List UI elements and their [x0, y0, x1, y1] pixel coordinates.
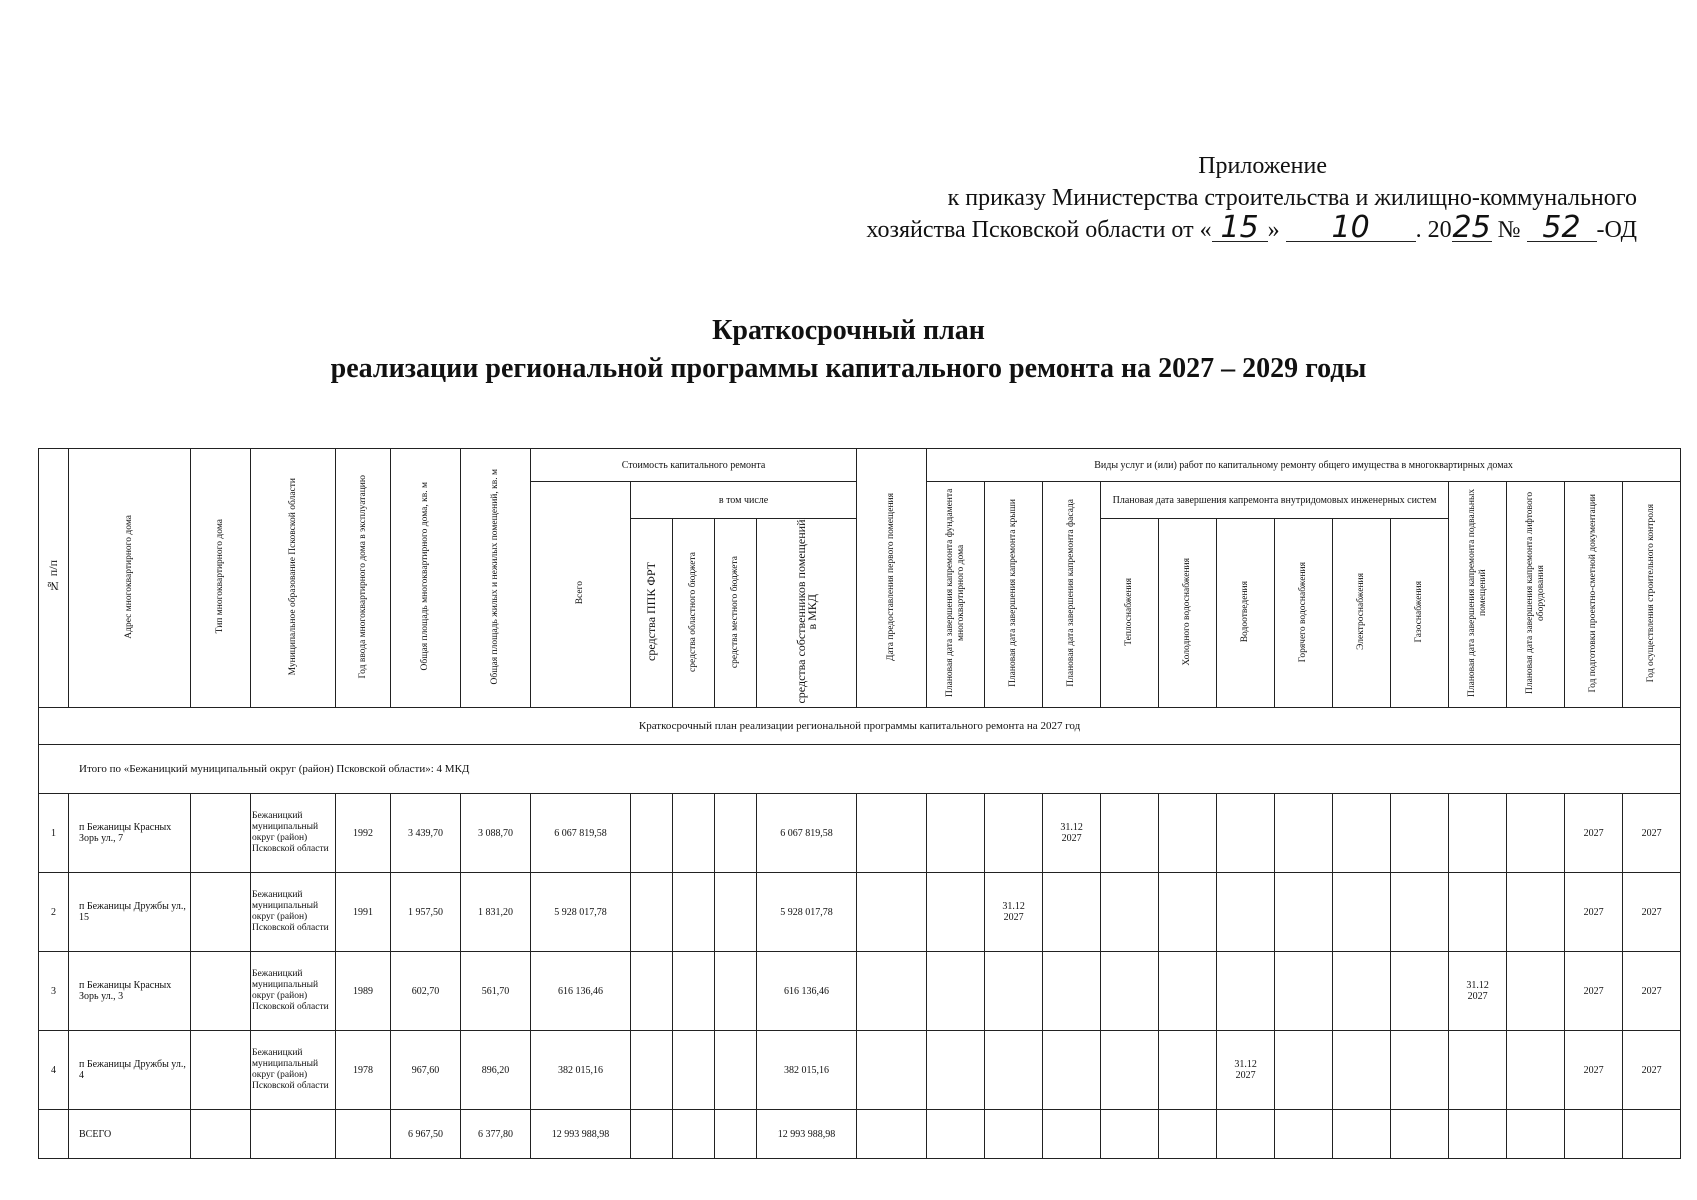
- cell-owners: 5 928 017,78: [757, 873, 857, 952]
- cell-psd: 2027: [1565, 873, 1623, 952]
- cell-heating: [1101, 873, 1159, 952]
- header-municipality: Муниципальное образование Псковской области: [251, 449, 336, 708]
- cell-sewerage: [1217, 952, 1275, 1031]
- cell-municipality: Бежаницкий муниципальный округ (район) Псковской области: [251, 1031, 336, 1110]
- header-owners: средства собственников помещений в МКД: [757, 519, 857, 708]
- header-electricity: Электроснабжения: [1333, 519, 1391, 708]
- cell-psd: 2027: [1565, 1031, 1623, 1110]
- header-type: Тип многоквартирного дома: [191, 449, 251, 708]
- cell-sewerage: 31.12 2027: [1217, 1031, 1275, 1110]
- title-line-2: реализации региональной программы капитального ремонта на 2027 – 2029 годы: [330, 353, 1367, 384]
- header-hot-water: Горячего водоснабжения: [1275, 519, 1333, 708]
- cell-local: [715, 873, 757, 952]
- totals-total: 12 993 988,98: [531, 1110, 631, 1159]
- cell-control: 2027: [1623, 873, 1681, 952]
- cell-cold-water: [1159, 1031, 1217, 1110]
- cell-basement: 31.12 2027: [1449, 952, 1507, 1031]
- cell-electricity: [1333, 1031, 1391, 1110]
- cell-total: 382 015,16: [531, 1031, 631, 1110]
- cell-facade: [1043, 952, 1101, 1031]
- cell-roof: [985, 1031, 1043, 1110]
- plan-table: [38, 448, 1681, 1159]
- cell-type: [191, 1031, 251, 1110]
- cell-address: п Бежаницы Красных Зорь ул., 7: [69, 794, 191, 873]
- cell-cold-water: [1159, 873, 1217, 952]
- cell-facade: 31.12 2027: [1043, 794, 1101, 873]
- cell-ppk: [631, 873, 673, 952]
- header-num: № п/п: [39, 449, 69, 708]
- header-construction-year: Год осуществления строительного контроля: [1623, 482, 1681, 708]
- cell-basement: [1449, 794, 1507, 873]
- cell-hot-water: [1275, 952, 1333, 1031]
- cell-foundation: [927, 873, 985, 952]
- section-title: Краткосрочный план реализации региональной программы капитального ремонта на 2027 год: [39, 708, 1681, 745]
- header-lifts: Плановая дата завершения капремонта лифтового оборудования: [1507, 482, 1565, 708]
- cell-total: 5 928 017,78: [531, 873, 631, 952]
- header-regional: средства областного бюджета: [673, 519, 715, 708]
- header-foundation: Плановая дата завершения капремонта фундамента многоквартирного дома: [927, 482, 985, 708]
- totals-owners: 12 993 988,98: [757, 1110, 857, 1159]
- cell-type: [191, 952, 251, 1031]
- cell-living-area: 3 088,70: [461, 794, 531, 873]
- cell-living-area: 896,20: [461, 1031, 531, 1110]
- cell-ppk: [631, 794, 673, 873]
- cell-basement: [1449, 1031, 1507, 1110]
- cell-facade: [1043, 1031, 1101, 1110]
- cell-electricity: [1333, 794, 1391, 873]
- cell-foundation: [927, 794, 985, 873]
- cell-heating: [1101, 952, 1159, 1031]
- cell-heating: [1101, 794, 1159, 873]
- cell-address: п Бежаницы Дружбы ул., 15: [69, 873, 191, 952]
- header-basement: Плановая дата завершения капремонта подвальных помещений: [1449, 482, 1507, 708]
- cell-address: п Бежаницы Красных Зорь ул., 3: [69, 952, 191, 1031]
- appendix-prefix: хозяйства Псковской области от «: [866, 217, 1212, 243]
- cell-living-area: 561,70: [461, 952, 531, 1031]
- cell-owners: 382 015,16: [757, 1031, 857, 1110]
- table-row: [39, 1031, 1681, 1110]
- cell-control: 2027: [1623, 794, 1681, 873]
- header-roof: Плановая дата завершения капремонта крыши: [985, 482, 1043, 708]
- cell-cold-water: [1159, 952, 1217, 1031]
- cell-lifts: [1507, 952, 1565, 1031]
- cell-foundation: [927, 952, 985, 1031]
- page-title: [0, 312, 1697, 388]
- header-total-area: Общая площадь многоквартирного дома, кв. м: [391, 449, 461, 708]
- header-total: Всего: [531, 482, 631, 708]
- handwritten-month: 10: [1286, 215, 1416, 242]
- cell-facade: [1043, 873, 1101, 952]
- cell-total-area: 602,70: [391, 952, 461, 1031]
- year-prefix: . 20: [1415, 217, 1452, 243]
- cell-electricity: [1333, 873, 1391, 952]
- header-cold-water: Холодного водоснабжения: [1159, 519, 1217, 708]
- cell-total: 616 136,46: [531, 952, 631, 1031]
- header-date-inclusion: Дата предоставления первого помещения: [857, 449, 927, 708]
- cell-heating: [1101, 1031, 1159, 1110]
- cell-control: 2027: [1623, 1031, 1681, 1110]
- cell-regional: [673, 794, 715, 873]
- header-facade: Плановая дата завершения капремонта фасада: [1043, 482, 1101, 708]
- cell-psd: 2027: [1565, 952, 1623, 1031]
- cell-gas: [1391, 1031, 1449, 1110]
- cell-basement: [1449, 873, 1507, 952]
- appendix-date-line: [866, 210, 1637, 246]
- table-row: [39, 952, 1681, 1031]
- header-works-group: Виды услуг и (или) работ по капитальному ремонту общего имущества в многоквартирных домах: [927, 449, 1681, 482]
- cell-municipality: Бежаницкий муниципальный округ (район) Псковской области: [251, 794, 336, 873]
- cell-hot-water: [1275, 794, 1333, 873]
- cell-num: 3: [39, 952, 69, 1031]
- cell-roof: 31.12 2027: [985, 873, 1043, 952]
- header-cost-group: Стоимость капитального ремонта: [531, 449, 857, 482]
- table-row: [39, 873, 1681, 952]
- header-local: средства местного бюджета: [715, 519, 757, 708]
- cell-date-inclusion: [857, 952, 927, 1031]
- header-heating: Теплоснабжения: [1101, 519, 1159, 708]
- cell-electricity: [1333, 952, 1391, 1031]
- cell-municipality: Бежаницкий муниципальный округ (район) Псковской области: [251, 873, 336, 952]
- header-systems-group: Плановая дата завершения капремонта внутридомовых инженерных систем: [1101, 482, 1449, 519]
- cell-year: 1992: [336, 794, 391, 873]
- cell-owners: 6 067 819,58: [757, 794, 857, 873]
- header-address: Адрес многоквартирного дома: [69, 449, 191, 708]
- cell-hot-water: [1275, 873, 1333, 952]
- handwritten-year: 25: [1452, 210, 1491, 245]
- cell-date-inclusion: [857, 1031, 927, 1110]
- cell-year: 1989: [336, 952, 391, 1031]
- handwritten-day: 15: [1212, 215, 1268, 242]
- header-ppk-frt: средства ППК ФРТ: [631, 519, 673, 708]
- title-line-1: Краткосрочный план: [712, 315, 985, 346]
- cell-roof: [985, 794, 1043, 873]
- totals-row: [39, 1110, 1681, 1159]
- cell-sewerage: [1217, 873, 1275, 952]
- cell-total: 6 067 819,58: [531, 794, 631, 873]
- cell-address: п Бежаницы Дружбы ул., 4: [69, 1031, 191, 1110]
- totals-total-area: 6 967,50: [391, 1110, 461, 1159]
- cell-local: [715, 794, 757, 873]
- cell-ppk: [631, 952, 673, 1031]
- appendix-block: [866, 150, 1637, 246]
- cell-lifts: [1507, 1031, 1565, 1110]
- cell-total-area: 967,60: [391, 1031, 461, 1110]
- cell-date-inclusion: [857, 873, 927, 952]
- cell-type: [191, 794, 251, 873]
- totals-label: ВСЕГО: [69, 1110, 191, 1159]
- header-gas: Газоснабжения: [1391, 519, 1449, 708]
- cell-year: 1978: [336, 1031, 391, 1110]
- cell-municipality: Бежаницкий муниципальный округ (район) Псковской области: [251, 952, 336, 1031]
- totals-empty: [39, 1110, 69, 1159]
- cell-gas: [1391, 952, 1449, 1031]
- cell-year: 1991: [336, 873, 391, 952]
- cell-lifts: [1507, 794, 1565, 873]
- handwritten-number: 52: [1527, 215, 1597, 242]
- cell-local: [715, 1031, 757, 1110]
- cell-type: [191, 873, 251, 952]
- cell-local: [715, 952, 757, 1031]
- header-psd-year: Год подготовки проектно-сметной документации: [1565, 482, 1623, 708]
- appendix-title: Приложение: [1198, 153, 1327, 179]
- quote-close: »: [1267, 217, 1280, 243]
- cell-foundation: [927, 1031, 985, 1110]
- cell-cold-water: [1159, 794, 1217, 873]
- cell-date-inclusion: [857, 794, 927, 873]
- header-living-area: Общая площадь жилых и нежилых помещений, кв. м: [461, 449, 531, 708]
- cell-gas: [1391, 794, 1449, 873]
- cell-psd: 2027: [1565, 794, 1623, 873]
- cell-num: 4: [39, 1031, 69, 1110]
- cell-gas: [1391, 873, 1449, 952]
- cell-sewerage: [1217, 794, 1275, 873]
- header-sewerage: Водоотведения: [1217, 519, 1275, 708]
- cell-total-area: 3 439,70: [391, 794, 461, 873]
- cell-lifts: [1507, 873, 1565, 952]
- cell-num: 1: [39, 794, 69, 873]
- cell-control: 2027: [1623, 952, 1681, 1031]
- subtotal-title: Итого по «Бежаницкий муниципальный округ (район) Псковской области»: 4 МКД: [39, 745, 1681, 794]
- cell-owners: 616 136,46: [757, 952, 857, 1031]
- appendix-order: к приказу Министерства строительства и жилищно-коммунального: [947, 185, 1637, 211]
- cell-ppk: [631, 1031, 673, 1110]
- cell-regional: [673, 873, 715, 952]
- header-including: в том числе: [631, 482, 857, 519]
- number-sign: №: [1497, 217, 1521, 243]
- cell-regional: [673, 952, 715, 1031]
- cell-num: 2: [39, 873, 69, 952]
- cell-roof: [985, 952, 1043, 1031]
- table-row: [39, 794, 1681, 873]
- table-body: [39, 794, 1681, 1110]
- cell-total-area: 1 957,50: [391, 873, 461, 952]
- cell-regional: [673, 1031, 715, 1110]
- header-year-built: Год ввода многоквартирного дома в эксплуатацию: [336, 449, 391, 708]
- totals-living-area: 6 377,80: [461, 1110, 531, 1159]
- order-suffix: -ОД: [1596, 217, 1637, 243]
- cell-living-area: 1 831,20: [461, 873, 531, 952]
- cell-hot-water: [1275, 1031, 1333, 1110]
